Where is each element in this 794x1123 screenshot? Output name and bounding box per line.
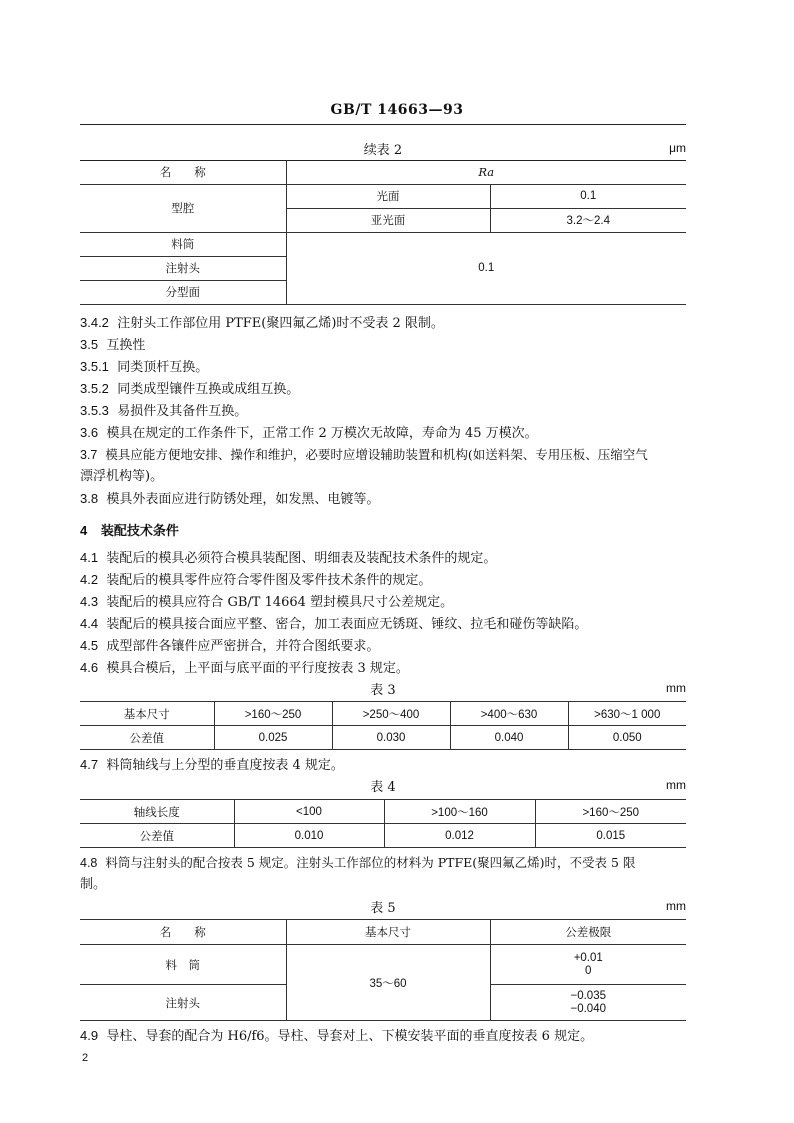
table2-parting-surface: 分型面 [80, 280, 286, 304]
clause-text: 易损件及其备件互换。 [117, 404, 248, 419]
table2-shared-value: 0.1 [286, 232, 686, 304]
clause-text: 导柱、导套的配合为 H6/f6。导柱、导套对上、下模安装平面的垂直度按表 6 规定。 [106, 1029, 594, 1044]
table3-size: >400～630 [450, 702, 568, 726]
clause-text: 同类顶杆互换。 [117, 360, 209, 375]
clause-number: 4.7 [80, 757, 99, 772]
clause-number: 4.4 [80, 616, 99, 631]
clause-number: 4.8 [80, 856, 98, 870]
table4-caption: 表 4 [370, 780, 396, 795]
clause-number: 3.5.3 [80, 403, 109, 418]
table2-header-ra: Ra [286, 160, 686, 184]
clause-text: 装配后的模具必须符合模具装配图、明细表及装配技术条件的规定。 [106, 551, 497, 566]
table4-size: <100 [234, 800, 384, 824]
table3-caption: 表 3 [370, 683, 396, 698]
table5-caption: 表 5 [370, 901, 396, 916]
table5-header-size: 基本尺寸 [286, 920, 490, 945]
paragraph-4-4 [80, 613, 686, 636]
paragraph-4-1 [80, 547, 686, 570]
table2-semi-glossy-value: 3.2～2.4 [490, 208, 686, 232]
table3-tolerance: 0.050 [568, 726, 686, 750]
clause-number: 3.8 [80, 491, 99, 506]
table3-size: >160～250 [214, 702, 332, 726]
paragraph-4-8 [80, 852, 686, 874]
clause-text: 模具合模后，上平面与底平面的平行度按表 3 规定。 [106, 661, 409, 676]
table2-nozzle: 注射头 [80, 256, 286, 280]
table3-tolerance: 0.025 [214, 726, 332, 750]
tolerance-upper: +0.01 [573, 951, 603, 964]
paragraph-3-7 [80, 444, 686, 466]
clause-number: 3.5.2 [80, 381, 109, 396]
paragraph-4-7 [80, 754, 686, 777]
section-4-heading [80, 520, 686, 543]
clause-number: 3.5.1 [80, 359, 109, 374]
paragraph-4-8-continued [80, 874, 686, 896]
clause-number: 4.6 [80, 660, 99, 675]
table4-tolerance: 0.012 [384, 824, 535, 848]
table4 [80, 799, 686, 848]
clause-number: 4.5 [80, 638, 99, 653]
tolerance-lower: −0.040 [570, 1002, 606, 1015]
clause-text: 成型部件各镶件应严密拼合，并符合图纸要求。 [106, 639, 380, 654]
table5-size: 35～60 [286, 945, 490, 1021]
table2-glossy-value: 0.1 [490, 184, 686, 208]
paragraph-3-5-1 [80, 356, 686, 379]
clause-number: 4.9 [80, 1028, 99, 1043]
clause-number: 4.1 [80, 550, 99, 565]
clause-number: 3.6 [80, 425, 99, 440]
clause-text: 互换性 [106, 338, 146, 353]
clause-text: 装配后的模具接合面应平整、密合，加工表面应无锈斑、锤纹、拉毛和碰伤等缺陷。 [106, 617, 588, 632]
clause-number: 4.2 [80, 572, 99, 587]
table3 [80, 701, 686, 750]
section-number: 4 [80, 523, 88, 538]
clause-text-continued: 漂浮机构等)。 [80, 469, 164, 484]
table3-size: >250～400 [332, 702, 450, 726]
table3-tolerance: 0.030 [332, 726, 450, 750]
clause-text: 模具在规定的工作条件下，正常工作 2 万模次无故障，寿命为 45 万模次。 [106, 426, 538, 441]
table2-barrel: 料筒 [80, 232, 286, 256]
clause-number: 3.7 [80, 448, 98, 462]
clause-number: 4.3 [80, 594, 99, 609]
table5-nozzle: 注射头 [80, 985, 286, 1021]
clause-number: 3.5 [80, 337, 99, 352]
paragraph-3-5-3 [80, 400, 686, 423]
table2-unit: μm [669, 141, 686, 155]
paragraph-4-6 [80, 657, 686, 680]
table5-barrel-tolerance [490, 945, 686, 985]
table4-unit: mm [666, 778, 686, 792]
table4-tolerance: 0.010 [234, 824, 384, 848]
table5-nozzle-tolerance [490, 985, 686, 1021]
table3-unit: mm [666, 681, 686, 695]
paragraph-3-5-2 [80, 378, 686, 401]
page-number: 2 [82, 1052, 89, 1064]
paragraph-3-7-continued [80, 466, 686, 488]
table4-size: >100～160 [384, 800, 535, 824]
table5-unit: mm [666, 899, 686, 913]
table2-semi-glossy: 亚光面 [286, 208, 490, 232]
clause-text: 模具外表面应进行防锈处理，如发黑、电镀等。 [106, 492, 380, 507]
table2-header-name: 名 称 [80, 160, 286, 184]
clause-text: 装配后的模具零件应符合零件图及零件技术条件的规定。 [106, 573, 432, 588]
table2-cavity: 型腔 [80, 184, 286, 232]
paragraph-3-6 [80, 422, 686, 445]
table4-tolerance-label: 公差值 [80, 824, 234, 848]
table3-size: >630～1 000 [568, 702, 686, 726]
tolerance-lower: 0 [585, 964, 592, 977]
paragraph-4-2 [80, 569, 686, 592]
table5-header-name: 名 称 [80, 920, 286, 945]
clause-text: 模具应能方便地安排、操作和维护，必要时应增设辅助装置和机构(如送料架、专用压板、压缩空气 [105, 447, 648, 462]
clause-text: 注射头工作部位用 PTFE(聚四氟乙烯)时不受表 2 限制。 [117, 316, 444, 331]
standard-code-header: GB/T 14663—93 [330, 102, 464, 118]
tolerance-upper: −0.035 [570, 989, 606, 1002]
clause-text: 同类成型镶件互换或成组互换。 [117, 382, 300, 397]
table3-size-label: 基本尺寸 [80, 702, 214, 726]
clause-number: 3.4.2 [80, 315, 109, 330]
paragraph-4-5 [80, 635, 686, 658]
table5-header-tolerance: 公差极限 [490, 920, 686, 945]
header-rule [80, 124, 686, 125]
paragraph-4-9 [80, 1025, 686, 1048]
table4-tolerance: 0.015 [535, 824, 686, 848]
paragraph-3-4-2 [80, 312, 686, 335]
table2-caption: 续表 2 [363, 143, 403, 158]
table3-tolerance: 0.040 [450, 726, 568, 750]
table5-barrel: 料 筒 [80, 945, 286, 985]
clause-text: 料筒轴线与上分型的垂直度按表 4 规定。 [106, 758, 344, 773]
clause-text-continued: 制。 [80, 877, 107, 892]
table3-tolerance-label: 公差值 [80, 726, 214, 750]
paragraph-4-3 [80, 591, 686, 614]
table4-size: >160～250 [535, 800, 686, 824]
section-title: 装配技术条件 [100, 524, 179, 539]
table4-length-label: 轴线长度 [80, 800, 234, 824]
table2-glossy: 光面 [286, 184, 490, 208]
table5 [80, 919, 686, 1021]
clause-text: 料筒与注射头的配合按表 5 规定。注射头工作部位的材料为 PTFE(聚四氟乙烯)时，不受表 5 限 [105, 855, 636, 870]
paragraph-3-5 [80, 334, 686, 357]
clause-text: 装配后的模具应符合 GB/T 14664 塑封模具尺寸公差规定。 [106, 595, 454, 610]
table2 [80, 160, 686, 305]
paragraph-3-8 [80, 488, 686, 511]
